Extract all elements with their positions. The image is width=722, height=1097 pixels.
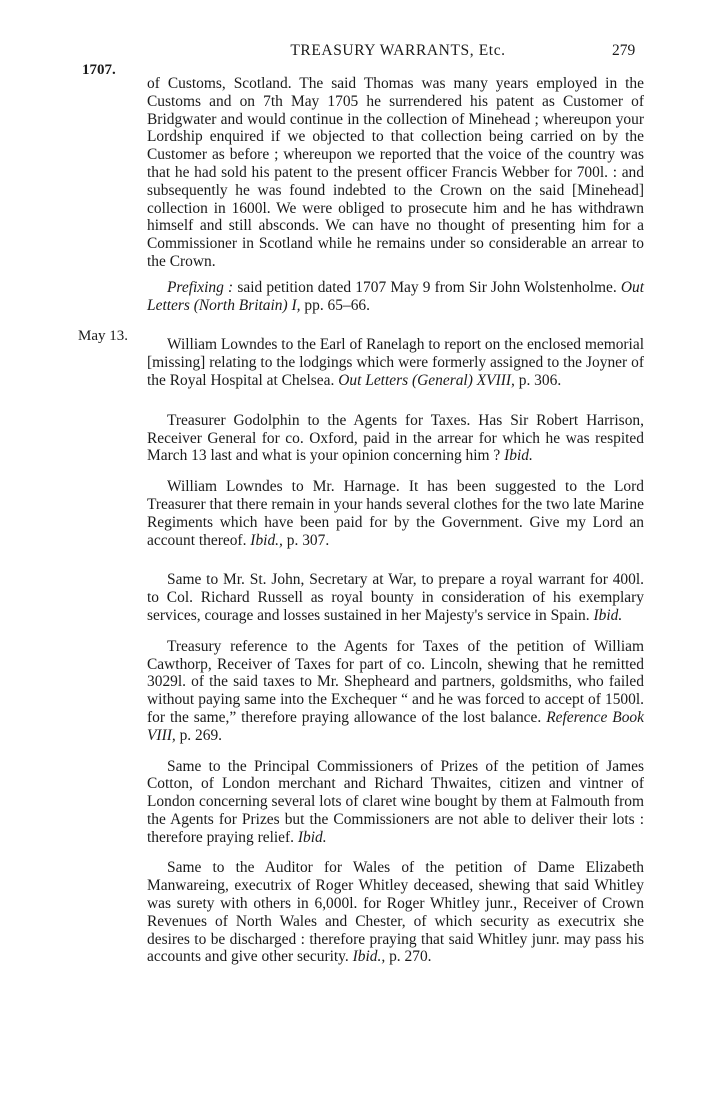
entry-text: said petition dated 1707 May 9 from Sir John Wolstenholme. bbox=[233, 278, 621, 296]
entry-label: Prefixing : bbox=[167, 278, 234, 296]
entry-cotton-petition bbox=[147, 758, 644, 847]
entry-customs-scotland bbox=[147, 75, 644, 271]
margin-date: May 13. bbox=[78, 328, 128, 344]
margin-year: 1707. bbox=[82, 62, 116, 78]
entry-text: Same to the Principal Commissioners of Prizes of the petition of James Cotton, of London merchant and Richard Thwaites, citizen and vintner of London concerning several lots of claret wine bought by them at Falmouth from the Agents for Prizes but the Commissioners are not able to deliver their lots : therefore praying relief. bbox=[147, 757, 644, 846]
entry-manwareing-petition bbox=[147, 859, 644, 966]
entry-page-ref: p. 306. bbox=[514, 371, 562, 389]
entry-text: of Customs, Scotland. The said Thomas was many years employed in the Customs and on 7th May 1705 he surrendered his patent as Customer of Bridgwater and would continue in the collection of Minehead ; whereupon your Lordship enquired if we objected to that collection being carried on by the Customer as before ; whereupon we reported that the voice of the country was that he had sold his patent to the present officer Francis Webber for 700l. : and subsequently he was found indebted to the Crown on the said [Minehead] collection in 1600l. We were obliged to prosecute him and he has withdrawn himself and still absconds. We can have no thought of presenting him for a Commissioner in Scotland while he remains under so considerable an arrear to the Crown. bbox=[147, 75, 644, 270]
entry-reference: Ibid., bbox=[352, 948, 386, 966]
running-head: TREASURY WARRANTS, Etc. bbox=[290, 42, 506, 59]
entry-lowndes-harnage bbox=[147, 478, 644, 549]
page-number: 279 bbox=[612, 42, 636, 59]
entry-godolphin-agents bbox=[147, 412, 644, 465]
entry-reference: Ibid. bbox=[297, 828, 327, 846]
entry-reference: Out Letters (North Britain) I, bbox=[147, 278, 645, 314]
entry-text: Same to Mr. St. John, Secretary at War, to prepare a royal warrant for 400l. to Col. Richard Russell as royal bounty in consideration of his exemplary services, courage and losses sustained in her Majesty's service in Spain. bbox=[147, 571, 644, 624]
page-body bbox=[147, 75, 644, 966]
entry-reference: Reference Book VIII, bbox=[147, 708, 644, 744]
entry-text: William Lowndes to Mr. Harnage. It has been suggested to the Lord Treasurer that there remain in your hands several clothes for the two late Marine Regiments which have been paid for by the Government. Give my Lord an account thereof. bbox=[147, 478, 644, 549]
entry-reference: Ibid. bbox=[504, 447, 533, 465]
entry-text: Treasury reference to the Agents for Taxes of the petition of William Cawthorp, Receiver of Taxes for part of co. Lincoln, shewing that he remitted 3029l. of the said taxes to Mr. Shepheard and partners, goldsmiths, who failed without paying same into the Exchequer “ and he was forced to accept of 1500l. for the same,” therefore praying allowance of the lost balance. bbox=[147, 637, 644, 726]
entry-text: Treasurer Godolphin to the Agents for Taxes. Has Sir Robert Harrison, Receiver General for co. Oxford, paid in the arrear for which he was respited March 13 last and what is your opinion concerning him ? bbox=[147, 411, 644, 465]
entry-page-ref: p. 270. bbox=[385, 948, 432, 966]
entry-text: Same to the Auditor for Wales of the petition of Dame Elizabeth Manwareing, executrix of Roger Whitley deceased, shewing that said Whitley was surety with others in 6,000l. for Roger Whitley junr., Receiver of Crown Revenues of North Wales and Chester, of which security as executrix she desires to be discharged : therefore praying that said Whitley junr. may pass his accounts and give other security. bbox=[147, 859, 644, 966]
entry-prefixing-note bbox=[147, 279, 644, 315]
entry-st-john bbox=[147, 571, 644, 624]
entry-reference: Out Letters (General) XVIII, bbox=[338, 371, 515, 389]
entry-lowndes-ranelagh bbox=[147, 336, 644, 389]
entry-cawthorp-petition bbox=[147, 638, 644, 745]
entry-text: William Lowndes to the Earl of Ranelagh to report on the enclosed memorial [missing] relating to the lodgings which were formerly assigned to the Joyner of the Royal Hospital at Chelsea. bbox=[147, 336, 644, 389]
entry-page-ref: p. 269. bbox=[175, 726, 223, 744]
entry-page-ref: pp. 65–66. bbox=[300, 296, 370, 314]
entry-page-ref: p. 307. bbox=[282, 531, 330, 549]
entry-reference: Ibid., bbox=[250, 531, 283, 549]
entry-reference: Ibid. bbox=[593, 606, 623, 624]
